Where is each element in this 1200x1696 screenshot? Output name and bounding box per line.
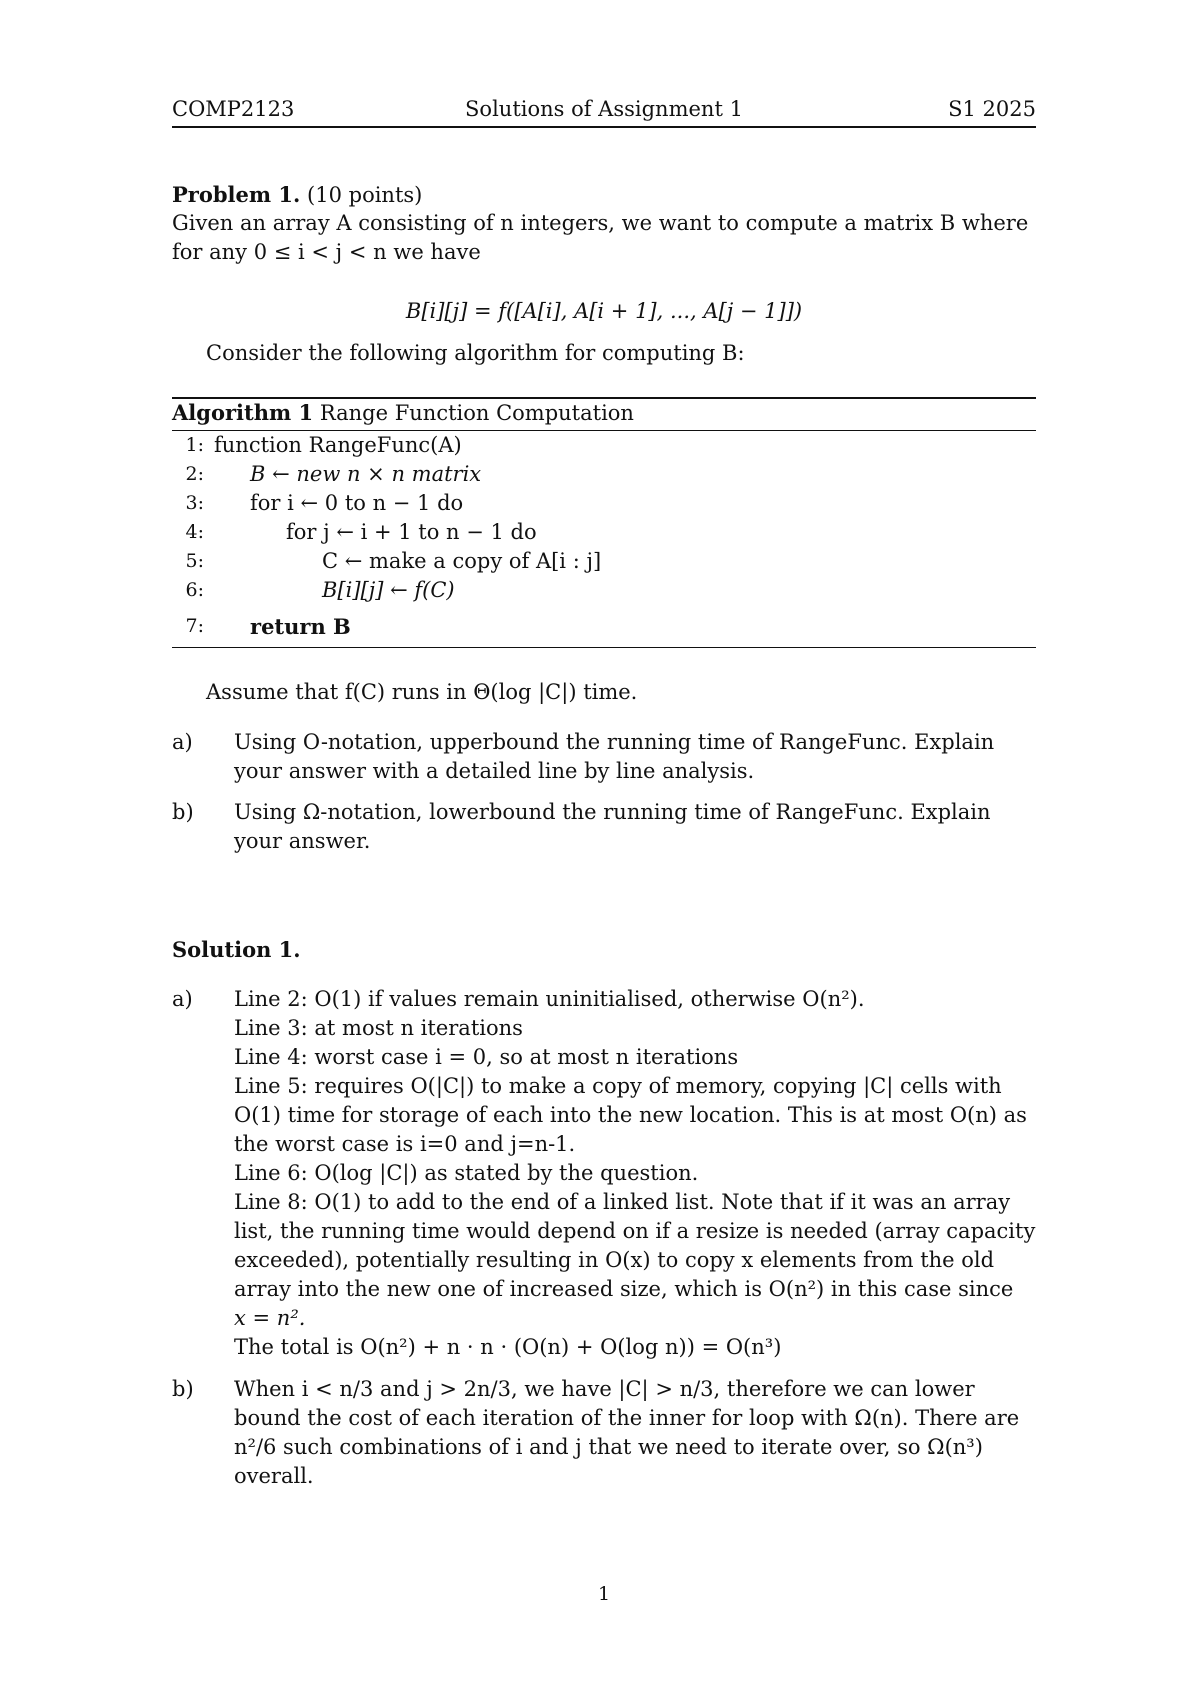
- solution-b-line: When i < n/3 and j > 2n/3, we have |C| > n/3, therefore we can lower: [234, 1377, 975, 1401]
- problem-intro-line-1: Given an array A consisting of n integers, we want to compute a matrix B where: [172, 211, 1029, 235]
- question-b-label: b): [172, 800, 194, 824]
- solution-b-line: overall.: [234, 1464, 314, 1488]
- solution-a-line: Line 4: worst case i = 0, so at most n iterations: [234, 1045, 739, 1069]
- algorithm-line-number: 4:: [185, 521, 204, 543]
- solution-a-line: x = n².: [234, 1306, 306, 1330]
- header-rule: [172, 126, 1036, 128]
- algorithm-line: B ← new n × n matrix: [250, 462, 482, 486]
- problem-consider: Consider the following algorithm for computing B:: [206, 341, 745, 365]
- solution-b-line: n²/6 such combinations of i and j that we need to iterate over, so Ω(n³): [234, 1435, 983, 1459]
- algorithm-line-number: 5:: [185, 550, 204, 572]
- solution-a-line: list, the running time would depend on if a resize is needed (array capacity: [234, 1219, 1036, 1243]
- solution-b-label: b): [172, 1377, 194, 1401]
- question-b-line-1: Using Ω-notation, lowerbound the running time of RangeFunc. Explain: [234, 800, 991, 824]
- algorithm-line: C ← make a copy of A[i : j]: [322, 549, 602, 573]
- algorithm-line: function RangeFunc(A): [214, 433, 462, 457]
- solution-a-line: Line 3: at most n iterations: [234, 1016, 523, 1040]
- solution-a-line: O(1) time for storage of each into the new location. This is at most O(n) as: [234, 1103, 1027, 1127]
- header-title: Solutions of Assignment 1: [465, 97, 743, 121]
- header-semester: S1 2025: [948, 97, 1036, 121]
- assumption-text: Assume that f(C) runs in Θ(log |C|) time.: [206, 680, 638, 704]
- page-number: 1: [597, 1583, 611, 1605]
- solution-a-line: array into the new one of increased size, which is O(n²) in this case since: [234, 1277, 1014, 1301]
- algorithm-line-number: 6:: [185, 579, 204, 601]
- question-a-label: a): [172, 730, 193, 754]
- solution-a-line: Line 2: O(1) if values remain uninitialised, otherwise O(n²).: [234, 987, 865, 1011]
- algorithm-line-number: 1:: [185, 434, 204, 456]
- algorithm-caption-title: Range Function Computation: [319, 401, 634, 425]
- question-a-line-2: your answer with a detailed line by line analysis.: [234, 759, 755, 783]
- solution-a-line: the worst case is i=0 and j=n-1.: [234, 1132, 576, 1156]
- problem-equation: B[i][j] = f([A[i], A[i + 1], ..., A[j − 1]]): [405, 299, 803, 323]
- algorithm-caption: [172, 398, 634, 428]
- algorithm-bottom-rule: [172, 647, 1036, 648]
- solution-a-line: Line 5: requires O(|C|) to make a copy of memory, copying |C| cells with: [234, 1074, 1002, 1098]
- problem-title: Problem 1.: [172, 182, 301, 207]
- algorithm-line-number: 7:: [185, 615, 204, 637]
- algorithm-line: B[i][j] ← f(C): [322, 578, 455, 602]
- algorithm-line: for i ← 0 to n − 1 do: [250, 491, 464, 515]
- algorithm-caption-label: Algorithm 1: [172, 400, 314, 425]
- problem-heading: [172, 180, 422, 210]
- solution-a-line: The total is O(n²) + n · n · (O(n) + O(log n)) = O(n³): [234, 1335, 782, 1359]
- algorithm-line: for j ← i + 1 to n − 1 do: [286, 520, 537, 544]
- problem-intro-line-2: for any 0 ≤ i < j < n we have: [172, 240, 481, 264]
- solution-b-line: bound the cost of each iteration of the inner for loop with Ω(n). There are: [234, 1406, 1020, 1430]
- header-course: COMP2123: [172, 97, 295, 121]
- algorithm-line: return B: [250, 614, 351, 639]
- solution-a-line: Line 6: O(log |C|) as stated by the question.: [234, 1161, 699, 1185]
- solution-a-line: Line 8: O(1) to add to the end of a linked list. Note that if it was an array: [234, 1190, 1011, 1214]
- solution-title: Solution 1.: [172, 937, 301, 962]
- algorithm-line-number: 2:: [185, 463, 204, 485]
- algorithm-line-number: 3:: [185, 492, 204, 514]
- solution-a-label: a): [172, 987, 193, 1011]
- problem-points: (10 points): [307, 183, 423, 207]
- question-b-line-2: your answer.: [234, 829, 371, 853]
- solution-a-line: exceeded), potentially resulting in O(x) to copy x elements from the old: [234, 1248, 995, 1272]
- question-a-line-1: Using O-notation, upperbound the running time of RangeFunc. Explain: [234, 730, 995, 754]
